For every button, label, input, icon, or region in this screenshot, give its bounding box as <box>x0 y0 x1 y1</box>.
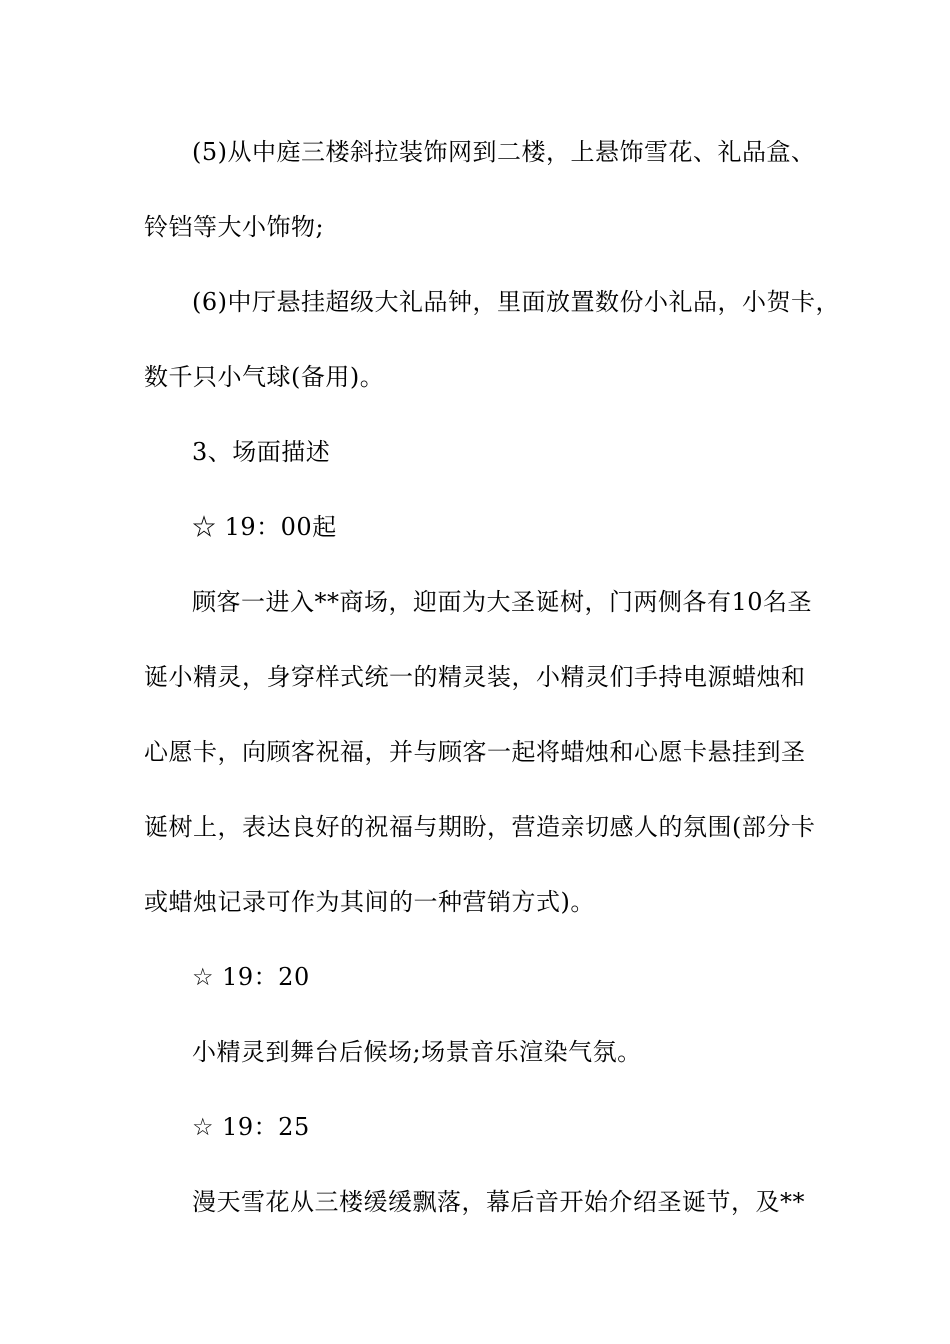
paragraph-line: 诞小精灵，身穿样式统一的精灵装，小精灵们手持电源蜡烛和 <box>144 663 806 691</box>
paragraph-line: 诞树上，表达良好的祝福与期盼，营造亲切感人的氛围(部分卡 <box>144 813 816 841</box>
paragraph-line: (5)从中庭三楼斜拉装饰网到二楼，上悬饰雪花、礼品盒、 <box>192 138 816 166</box>
paragraph-line: 小精灵到舞台后候场;场景音乐渲染气氛。 <box>192 1038 642 1066</box>
time-marker: ☆ 19：00起 <box>192 513 337 541</box>
paragraph-line: (6)中厅悬挂超级大礼品钟，里面放置数份小礼品，小贺卡， <box>192 288 840 316</box>
paragraph-line: 漫天雪花从三楼缓缓飘落，幕后音开始介绍圣诞节，及** <box>192 1188 805 1216</box>
section-heading: 3、场面描述 <box>192 438 331 466</box>
paragraph-line: 或蜡烛记录可作为其间的一种营销方式)。 <box>144 888 595 916</box>
paragraph-line: 铃铛等大小饰物; <box>144 213 325 241</box>
time-marker: ☆ 19：20 <box>192 963 310 991</box>
paragraph-line: 心愿卡，向顾客祝福，并与顾客一起将蜡烛和心愿卡悬挂到圣 <box>144 738 806 766</box>
paragraph-line: 数千只小气球(备用)。 <box>144 363 385 391</box>
paragraph-line: 顾客一进入**商场，迎面为大圣诞树，门两侧各有10名圣 <box>192 588 813 616</box>
time-marker: ☆ 19：25 <box>192 1113 310 1141</box>
